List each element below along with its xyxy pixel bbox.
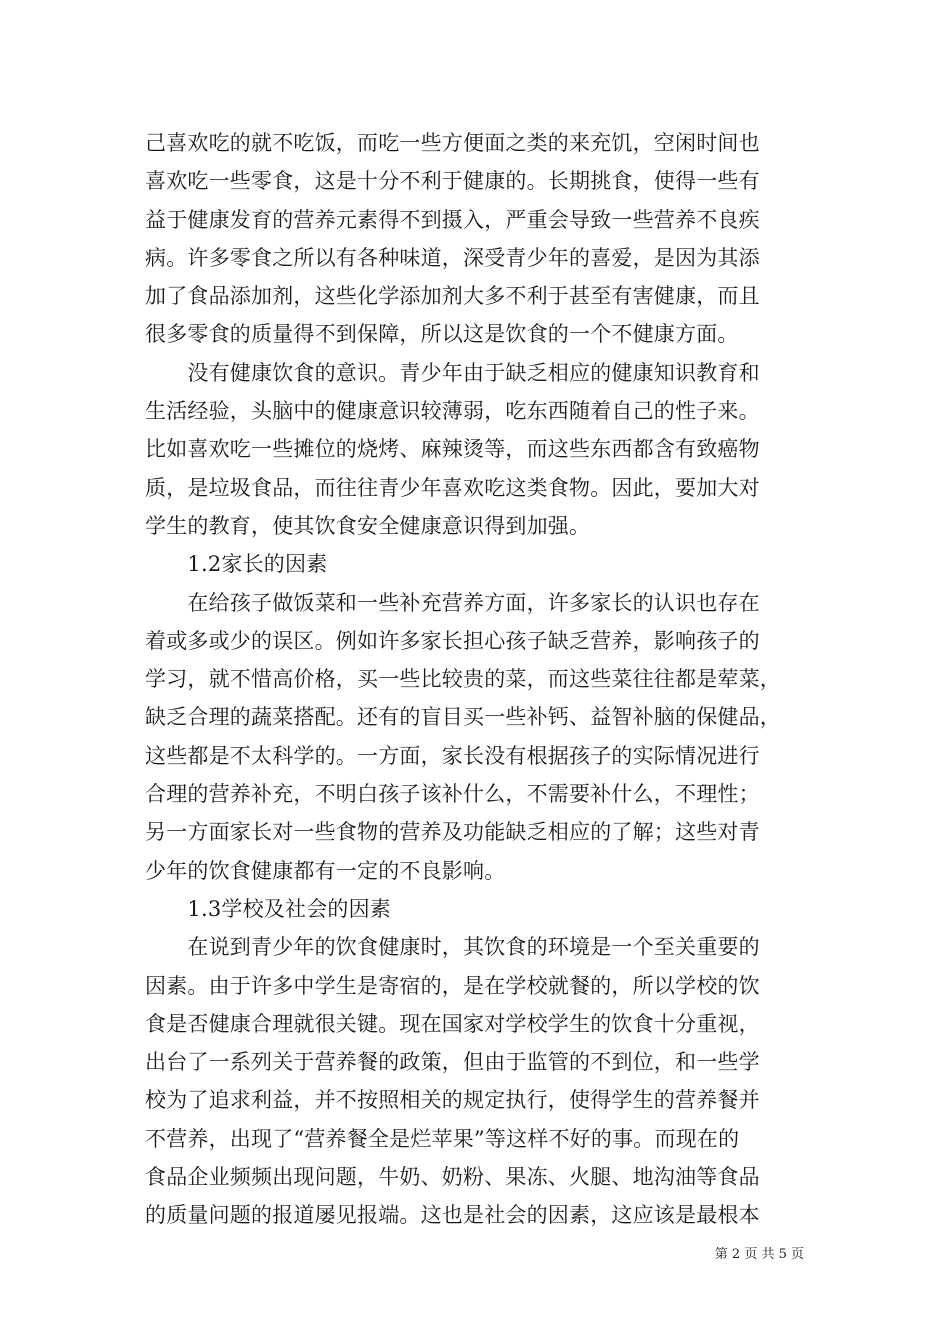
- text-line: 着或多或少的误区。例如许多家长担心孩子缺乏营养，影响孩子的: [145, 628, 760, 653]
- text-line: 很多零食的质量得不到保障，所以这是饮食的一个不健康方面。: [145, 322, 739, 347]
- text-line: 合理的营养补充，不明白孩子该补什么，不需要补什么，不理性；: [145, 782, 760, 807]
- text-line: 这些都是不太科学的。一方面，家长没有根据孩子的实际情况进行: [145, 743, 760, 768]
- text-line: 质，是垃圾食品，而往往青少年喜欢吃这类食物。因此，要加大对: [145, 475, 760, 500]
- section-heading-1-2: 1.2家长的因素: [145, 552, 328, 577]
- text-line: 病。许多零食之所以有各种味道，深受青少年的喜爱，是因为其添: [145, 245, 760, 270]
- text-line: 少年的饮食健康都有一定的不良影响。: [145, 858, 506, 883]
- text-line: 出台了一系列关于营养餐的政策，但由于监管的不到位，和一些学: [145, 1050, 760, 1075]
- text-line: 没有健康饮食的意识。青少年由于缺乏相应的健康知识教育和: [145, 360, 760, 385]
- text-line: 食品企业频频出现问题，牛奶、奶粉、果冻、火腿、地沟油等食品: [145, 1165, 760, 1190]
- text-line: 加了食品添加剂，这些化学添加剂大多不利于甚至有害健康，而且: [145, 284, 760, 309]
- text-line: 的质量问题的报道屡见报端。这也是社会的因素，这应该是最根本: [145, 1203, 760, 1228]
- text-line: 在给孩子做饭菜和一些补充营养方面，许多家长的认识也存在: [145, 590, 760, 615]
- text-line: 喜欢吃一些零食，这是十分不利于健康的。长期挑食，使得一些有: [145, 169, 760, 194]
- text-line: 另一方面家长对一些食物的营养及功能缺乏相应的了解；这些对青: [145, 820, 760, 845]
- text-line: 己喜欢吃的就不吃饭，而吃一些方便面之类的来充饥，空闲时间也: [145, 131, 760, 155]
- body-text: [145, 124, 810, 1235]
- text-line: 校为了追求利益，并不按照相关的规定执行，使得学生的营养餐并: [145, 1088, 760, 1113]
- text-line: 不营养，出现了“营养餐全是烂苹果”等这样不好的事。而现在的: [145, 1126, 740, 1151]
- text-line: 缺乏合理的蔬菜搭配。还有的盲目买一些补钙、益智补脑的保健品，: [145, 705, 781, 730]
- text-line: 益于健康发育的营养元素得不到摄入，严重会导致一些营养不良疾: [145, 207, 760, 232]
- text-line: 学生的教育，使其饮食安全健康意识得到加强。: [145, 513, 591, 538]
- section-heading-1-3: 1.3学校及社会的因素: [145, 896, 391, 921]
- text-line: 在说到青少年的饮食健康时，其饮食的环境是一个至关重要的: [145, 935, 760, 960]
- text-line: 生活经验，头脑中的健康意识较薄弱，吃东西随着自己的性子来。: [145, 399, 760, 424]
- text-line: 比如喜欢吃一些摊位的烧烤、麻辣烫等，而这些东西都含有致癌物: [145, 437, 760, 462]
- text-line: 食是否健康合理就很关键。现在国家对学校学生的饮食十分重视，: [145, 1011, 760, 1036]
- page-number: 第 2 页 共 5 页: [714, 1247, 804, 1262]
- text-line: 因素。由于许多中学生是寄宿的，是在学校就餐的，所以学校的饮: [145, 973, 760, 998]
- text-line: 学习，就不惜高价格，买一些比较贵的菜，而这些菜往往都是荤菜，: [145, 667, 781, 692]
